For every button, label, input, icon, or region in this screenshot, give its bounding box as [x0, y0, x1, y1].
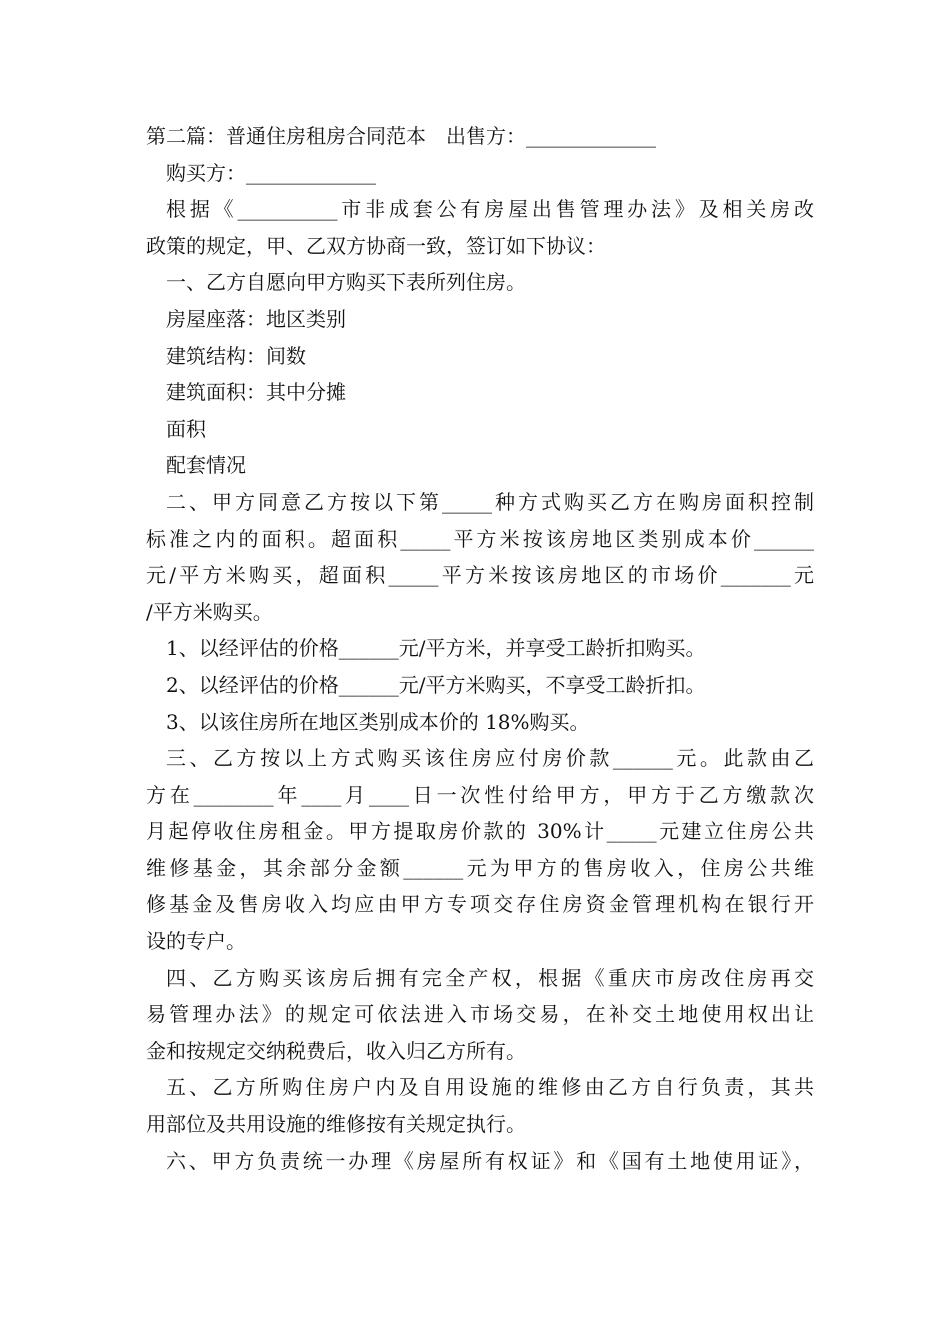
table-field-line: 房屋座落：地区类别: [166, 306, 346, 331]
document-body: [146, 118, 814, 1179]
clause-line: 月起停收住房租金。甲方提取房价款的 30%计_____元建立住房公共: [146, 819, 814, 844]
clause-line: 方在________年____月____日一次性付给甲方，甲方于乙方缴款次: [146, 782, 814, 807]
clause-line: 三、乙方按以上方式购买该住房应付房价款______元。此款由乙: [166, 746, 814, 771]
table-field-line: 配套情况: [166, 453, 246, 478]
clause-line: 易管理办法》的规定可依法进入市场交易，在补交土地使用权出让: [146, 1002, 814, 1027]
clause-line: 标准之内的面积。超面积_____平方米按该房地区类别成本价______: [146, 526, 814, 551]
table-field-line: 建筑结构：间数: [166, 343, 306, 368]
clause-line: 二、甲方同意乙方按以下第_____种方式购买乙方在购房面积控制: [166, 489, 814, 514]
table-field-line: 建筑面积：其中分摊: [166, 380, 346, 405]
clause-line: 维修基金，其余部分金额______元为甲方的售房收入，住房公共维: [146, 855, 814, 880]
clause-line: 修基金及售房收入均应由甲方专项交存住房资金管理机构在银行开: [146, 892, 814, 917]
table-field-line: 面积: [166, 416, 206, 441]
option-line: 3、以该住房所在地区类别成本价的 18%购买。: [166, 709, 590, 734]
option-line: 1、以经评估的价格______元/平方米，并享受工龄折扣购买。: [166, 636, 706, 661]
clause-line: 一、乙方自愿向甲方购买下表所列住房。: [166, 270, 526, 295]
clause-line: 设的专户。: [146, 929, 246, 954]
clause-line: 五、乙方所购住房户内及自用设施的维修由乙方自行负责，其共: [166, 1075, 814, 1100]
clause-line: 六、甲方负责统一办理《房屋所有权证》和《国有土地使用证》，: [166, 1148, 814, 1173]
clause-line: /平方米购买。: [146, 599, 273, 624]
clause-line: 元/平方米购买，超面积_____平方米按该房地区的市场价_______元: [146, 563, 814, 588]
paragraph-line: 根据《__________市非成套公有房屋出售管理办法》及相关房改: [166, 197, 814, 222]
clause-line: 四、乙方购买该房后拥有完全产权，根据《重庆市房改住房再交: [166, 965, 814, 990]
heading-line: 第二篇：普通住房租房合同范本 出售方：_____________: [146, 124, 656, 148]
clause-line: 用部位及共用设施的维修按有关规定执行。: [146, 1112, 526, 1137]
option-line: 2、以经评估的价格______元/平方米购买，不享受工龄折扣。: [166, 672, 706, 697]
clause-line: 金和按规定交纳税费后，收入归乙方所有。: [146, 1038, 526, 1063]
paragraph-line: 政策的规定，甲、乙双方协商一致，签订如下协议：: [146, 233, 606, 258]
buyer-line: 购买方：_____________: [166, 160, 376, 185]
